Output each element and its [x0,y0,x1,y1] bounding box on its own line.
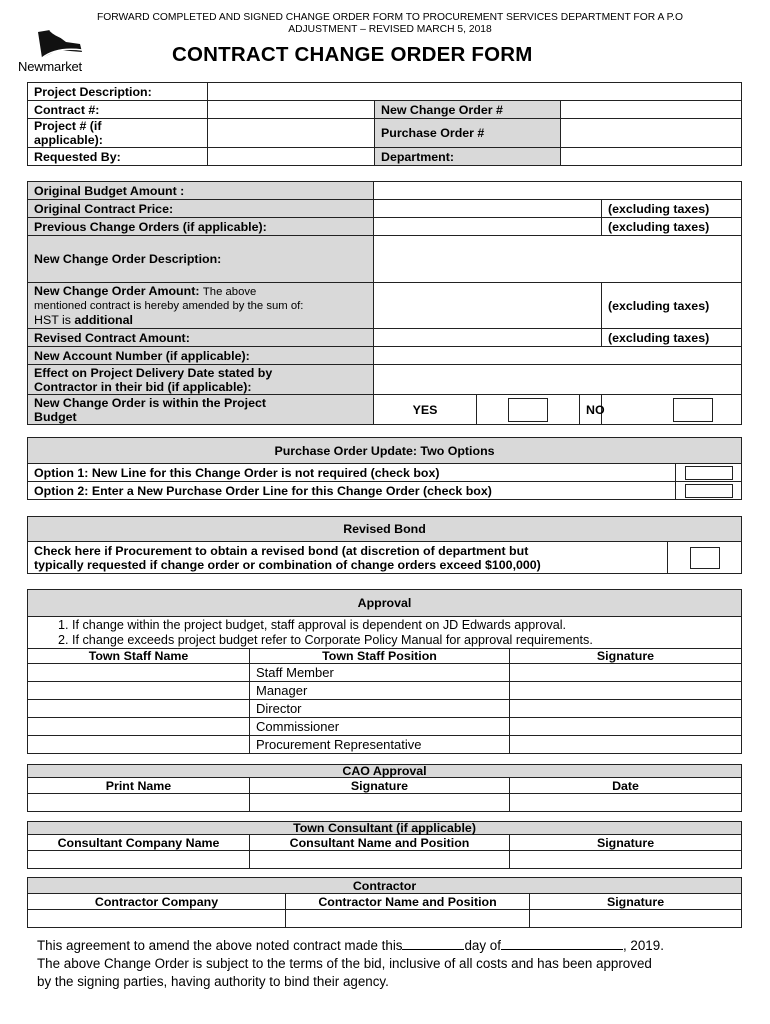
contractor-company-header: Contractor Company [28,894,286,910]
staff-name-field[interactable] [28,682,250,700]
contractor-title: Contractor [28,878,742,894]
amount-note-1: The above [202,286,257,298]
contract-number-field[interactable] [208,101,375,119]
approval-instructions [28,617,742,649]
project-number-field[interactable] [208,119,375,148]
requested-by-label: Requested By: [28,148,208,166]
description-field[interactable] [374,236,742,283]
date-header: Date [510,778,742,794]
revised-contract-label: Revised Contract Amount: [28,329,374,347]
approval-item-1-number: 1. [58,617,69,632]
amount-label: New Change Order Amount: [34,284,200,298]
approval-table [27,589,742,754]
contractor-signature-header: Signature [530,894,742,910]
position-commissioner: Commissioner [250,718,510,736]
town-staff-name-header: Town Staff Name [28,649,250,664]
project-number-label-line-1: Project # (if [34,119,102,133]
effect-field[interactable] [374,365,742,395]
cao-signature-field[interactable] [250,794,510,812]
contractor-name-field[interactable] [286,910,530,928]
within-budget-label-line-1: New Change Order is within the Project [34,395,267,410]
signature-field[interactable] [510,682,742,700]
po-update-title: Purchase Order Update: Two Options [28,438,742,464]
revised-bond-cell [668,542,742,574]
original-budget-field[interactable] [374,182,742,200]
requested-by-field[interactable] [208,148,375,166]
newmarket-logo [18,28,100,74]
department-label: Department: [375,148,561,166]
consultant-company-header: Consultant Company Name [28,835,250,851]
contract-number-label: Contract #: [28,101,208,119]
agreement-year: , 2019. [622,938,664,953]
option-1-label: Option 1: New Line for this Change Order is not required (check box) [28,464,676,482]
purchase-order-label: Purchase Order # [375,119,561,148]
new-change-order-field[interactable] [561,101,742,119]
within-budget-label-line-2: Budget [34,409,77,424]
position-procurement-representative: Procurement Representative [250,736,510,754]
revised-contract-field[interactable] [374,329,602,347]
new-change-order-label: New Change Order # [375,101,561,119]
excluding-taxes-3: (excluding taxes) [602,283,742,329]
logo-wordmark: Newmarket [18,59,82,74]
contractor-name-header: Contractor Name and Position [286,894,530,910]
account-number-label: New Account Number (if applicable): [28,347,374,365]
option-2-label: Option 2: Enter a New Purchase Order Line for this Change Order (check box) [28,482,676,500]
agreement-line-3: by the signing parties, having authority to bind their agency. [37,974,389,989]
approval-signature-header: Signature [510,649,742,664]
po-update-table [27,437,742,500]
month-blank[interactable] [501,938,623,950]
approval-item-2-number: 2. [58,632,69,647]
staff-name-field[interactable] [28,700,250,718]
contractor-signature-field[interactable] [530,910,742,928]
budget-table [27,181,742,425]
original-contract-label: Original Contract Price: [28,200,374,218]
option-1-checkbox[interactable] [685,466,733,480]
agreement-day-of: day of [464,938,501,953]
effect-label-line-1: Effect on Project Delivery Date stated by [34,365,273,380]
revised-bond-text-line-1: Check here if Procurement to obtain a revised bond (at discretion of department but [34,543,529,558]
signature-field[interactable] [510,664,742,682]
excluding-taxes-2: (excluding taxes) [602,218,742,236]
option-1-cell [676,464,742,482]
consultant-name-header: Consultant Name and Position [250,835,510,851]
cao-approval-table [27,764,742,812]
yes-label: YES [374,395,477,425]
position-staff-member: Staff Member [250,664,510,682]
agreement-line-2: The above Change Order is subject to the terms of the bid, inclusive of all costs and has been approved [37,956,652,971]
date-field[interactable] [510,794,742,812]
yes-cell [477,395,580,425]
position-manager: Manager [250,682,510,700]
project-number-label-line-2: applicable): [34,133,103,147]
day-blank[interactable] [402,938,464,950]
hst-prefix: HST is [34,313,71,327]
option-2-checkbox[interactable] [685,484,733,498]
consultant-signature-field[interactable] [510,851,742,869]
yes-checkbox[interactable] [508,398,548,422]
staff-name-field[interactable] [28,664,250,682]
amount-field[interactable] [374,283,602,329]
revised-bond-checkbox[interactable] [690,547,720,569]
previous-orders-field[interactable] [374,218,602,236]
department-field[interactable] [561,148,742,166]
original-contract-field[interactable] [374,200,602,218]
within-budget-label [28,395,374,425]
town-staff-position-header: Town Staff Position [250,649,510,664]
approval-title: Approval [28,590,742,617]
previous-orders-label: Previous Change Orders (if applicable): [28,218,374,236]
print-name-field[interactable] [28,794,250,812]
consultant-table [27,821,742,869]
consultant-title: Town Consultant (if applicable) [28,822,742,835]
consultant-signature-header: Signature [510,835,742,851]
project-description-label: Project Description: [28,83,208,101]
effect-label [28,365,374,395]
signature-field[interactable] [510,718,742,736]
cao-approval-title: CAO Approval [28,765,742,778]
staff-name-field[interactable] [28,736,250,754]
no-checkbox[interactable] [673,398,713,422]
excluding-taxes-4: (excluding taxes) [602,329,742,347]
print-name-header: Print Name [28,778,250,794]
revised-bond-text [28,542,668,574]
notice-line-1: FORWARD COMPLETED AND SIGNED CHANGE ORDER FORM TO PROCUREMENT SERVICES DEPARTMENT FOR A P.O [96,12,684,23]
account-number-field[interactable] [374,347,742,365]
agreement-line-1 [37,937,737,955]
form-title: CONTRACT CHANGE ORDER FORM [172,43,533,66]
notice-line-2: ADJUSTMENT – REVISED MARCH 5, 2018 [288,24,492,35]
option-2-cell [676,482,742,500]
signature-field[interactable] [510,736,742,754]
consultant-name-field[interactable] [250,851,510,869]
approval-item-2: If change exceeds project budget refer to Corporate Policy Manual for approval requirements. [72,632,593,647]
agreement-line-1-start: This agreement to amend the above noted contract made this [37,938,403,953]
position-director: Director [250,700,510,718]
consultant-company-field[interactable] [28,851,250,869]
project-info-table [27,82,742,166]
excluding-taxes-1: (excluding taxes) [602,200,742,218]
agreement-text [37,937,737,991]
effect-label-line-2: Contractor in their bid (if applicable): [34,379,252,394]
original-budget-label: Original Budget Amount : [28,182,374,200]
approval-item-1: If change within the project budget, staff approval is dependent on JD Edwards approval. [72,617,567,632]
newmarket-sail-icon [36,28,84,60]
amount-note-2: mentioned contract is hereby amended by the sum of: [34,300,304,312]
hst-additional: additional [74,313,133,327]
contractor-company-field[interactable] [28,910,286,928]
revised-bond-table [27,516,742,574]
submission-notice [60,12,720,36]
signature-field[interactable] [510,700,742,718]
contractor-table [27,877,742,928]
no-cell [602,395,742,425]
revised-bond-text-line-2: typically requested if change order or combination of change orders exceed $100,000) [34,557,541,572]
purchase-order-field[interactable] [561,119,742,148]
project-description-field[interactable] [208,83,742,101]
staff-name-field[interactable] [28,718,250,736]
project-number-label [28,119,208,148]
cao-signature-header: Signature [250,778,510,794]
no-label: NO [580,395,602,425]
amount-label-cell [28,283,374,329]
revised-bond-title: Revised Bond [28,517,742,542]
description-label: New Change Order Description: [28,236,374,283]
